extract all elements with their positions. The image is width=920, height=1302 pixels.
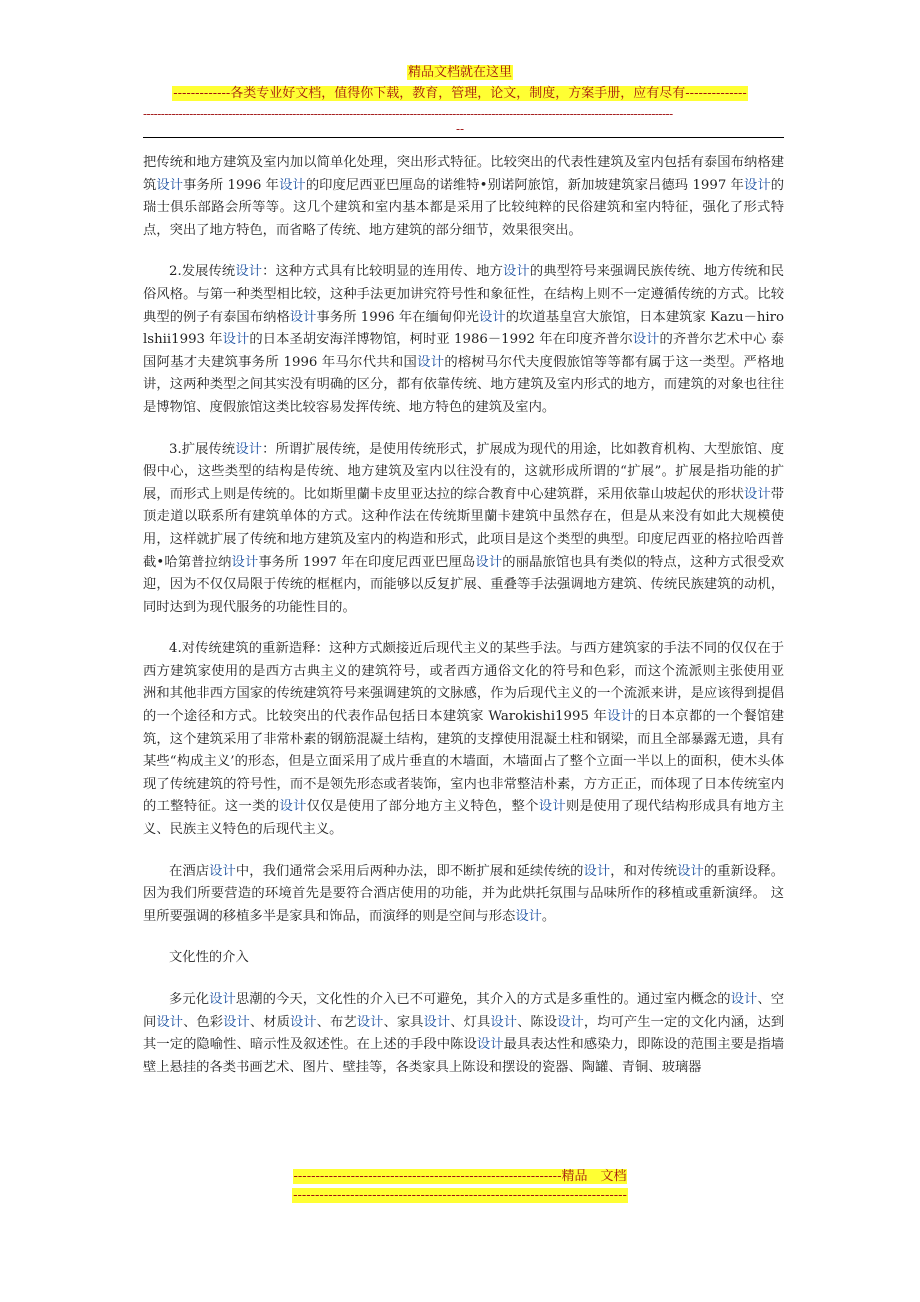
footer-line-2 xyxy=(0,1187,920,1205)
text-run: 、家具 xyxy=(383,1014,424,1030)
paragraph-3 xyxy=(143,439,784,620)
paragraph-2 xyxy=(143,261,784,419)
text-run: 带顶走道以联系所有建筑单体的方式。这种作法在传统斯里蘭卡建筑中虽然存在，但是从来没有如此大规模使用，这样就扩展了传统和地方建筑及室内的构造和形式，此项目是这个类型的典型。印度尼西亚的格拉哈西普截•哈第普拉纳 xyxy=(143,486,785,570)
text-run: 、陈设 xyxy=(517,1014,558,1030)
keyword-link[interactable]: 设计 xyxy=(223,1014,250,1030)
paragraph-7 xyxy=(143,989,784,1079)
keyword-link[interactable]: 设计 xyxy=(744,486,771,502)
text-run: 的日本圣胡安海洋博物馆，柯时亚 1986－1992 年在印度齐普尔 xyxy=(249,332,633,348)
text-run: ：这种方式具有比较明显的连用传、地方 xyxy=(262,264,504,280)
text-run: 4.对传统建筑的重新造释：这种方式颇接近后现代主义的某些手法。与西方建筑家的手法不同的仅仅在于西方建筑家使用的是西方古典主义的建筑符号，或者西方通俗文化的符号和色彩，而这个流派则主张使用亚 洲和其他非西方国家的传统建筑符号来强调建筑的文脉感，作为后现代主义的一个流派来讲，是应该得到提倡的一个途径和方式。比较突出的代表作品包括日本建筑家 Warokishi1995 年 xyxy=(143,641,784,725)
text-run: 的齐普尔艺术中心 泰国阿基才夫建筑事务所 1996 年马尔代共和国 xyxy=(143,332,784,370)
keyword-link[interactable]: 设计 xyxy=(583,863,611,879)
text-run: ，均可产生一定的文化内涵，达到其一定的隐喻性、暗示性及叙述性。在上述的手段中陈设 xyxy=(143,1014,785,1053)
paragraph-5 xyxy=(143,861,784,929)
footer-text-1: -------------------------------------------------------------精品 文档 xyxy=(293,1169,627,1184)
text-run: 。 xyxy=(541,908,556,924)
keyword-link[interactable]: 设计 xyxy=(423,1014,451,1030)
keyword-link[interactable]: 设计 xyxy=(515,908,542,924)
text-run: 、灯具 xyxy=(450,1014,491,1030)
header-rule xyxy=(143,137,784,138)
keyword-link[interactable]: 设计 xyxy=(557,1014,584,1030)
text-run: 把传统和地方建筑及室内加以简单化处理，突出形式特征。比较突出的代表性建筑及室内包括有泰国布纳格建筑 xyxy=(143,155,784,193)
paragraph-4 xyxy=(143,638,784,841)
text-run: ：所谓扩展传统，是使用传统形式，扩展成为现代的用途，比如教育机构、大型旅馆、度假中心，这些类型的结构是传统、地方建筑及室内以往没有的，这就形成所谓的“扩展”。扩展是指功能的扩展，而形式上则是传统的。比如斯里蘭卡皮里亚达拉的综合教育中心建筑群，采用依靠山坡起伏的形状 xyxy=(143,441,785,502)
text-run: 的坎道基皇宫大旅馆，日本建筑家 Kazu－hirolshii1993 年 xyxy=(143,309,785,348)
header-tagline-row xyxy=(0,85,920,103)
keyword-link[interactable]: 设计 xyxy=(289,1014,317,1030)
text-run: 的丽晶旅馆也具有类似的特点，这种方式很受欢迎，因为不仅仅局限于传统的框框内，而能够以反复扩展、重叠等手法强调地方建筑、传统民族建筑的动机，同时达到为现代服务的功能性目的。 xyxy=(143,554,785,615)
keyword-link[interactable]: 设计 xyxy=(231,554,259,570)
text-run: 文化性的介入 xyxy=(169,950,249,966)
header-title: 精品文档就在这里 xyxy=(407,65,512,80)
keyword-link[interactable]: 设计 xyxy=(538,799,567,815)
keyword-link[interactable]: 设计 xyxy=(730,992,758,1007)
text-run: 的瑞士俱乐部路会所等等。这几个建筑和室内基本都是采用了比较纯粹的民俗建筑和室内特征，强化了形式特点，突出了地方特色，而省略了传统、地方建筑的部分细节，效果很突出。 xyxy=(143,177,785,238)
keyword-link[interactable]: 设计 xyxy=(632,332,660,348)
header-tagline: -------------各类专业好文档，值得你下载，教育，管理，论文，制度，方案手册，应有尽有-------------- xyxy=(173,86,747,101)
keyword-link[interactable]: 设计 xyxy=(417,354,445,370)
text-run: 思潮的今天，文化性的介入已不可避免，其介入的方式是多重性的。通过室内概念的 xyxy=(235,992,731,1007)
text-run: 的榕树马尔代夫度假旅馆等等都有属于这一类型。严格地讲，这两种类型之间其实没有明确的区分，都有依靠传统、地方建筑及室内形式的地方，而建筑的对象也往往是博物馆、度假旅馆这类比较容易发挥传统、地方特色的建筑及室内。 xyxy=(143,354,785,415)
text-run: 则是使用了现代结构形成具有地方主义、民族主义特色的后现代主义。 xyxy=(143,799,785,838)
keyword-link[interactable]: 设计 xyxy=(478,309,506,325)
keyword-link[interactable]: 设计 xyxy=(475,554,503,570)
text-run: 、空间 xyxy=(143,992,785,1030)
document-body xyxy=(143,152,784,1079)
keyword-link[interactable]: 设计 xyxy=(235,264,263,280)
text-run: 的印度尼西亚巴厘岛的诺维特•别诺阿旅馆，新加坡建筑家吕德玛 1997 年 xyxy=(305,177,744,193)
paragraph-1 xyxy=(143,152,784,242)
keyword-link[interactable]: 设计 xyxy=(289,309,317,325)
keyword-link[interactable]: 设计 xyxy=(222,332,250,348)
header-title-row xyxy=(0,64,920,82)
keyword-link[interactable]: 设计 xyxy=(743,177,771,193)
header-dash-line: ----------------------------------------------------------------------------------------------------------------------------------------------------- xyxy=(143,107,673,121)
keyword-link[interactable]: 设计 xyxy=(279,177,306,193)
text-run: 多元化 xyxy=(169,992,210,1007)
text-run: 的日本京都的一个餐馆建筑，这个建筑采用了非常朴素的钢筋混凝土结构，建筑的支撑使用混凝土柱和钢梁，而且全部暴露无遗，具有某些“构成主义’的形态，但是立面采用了成片垂直的木墙面，木墙面占了整个立面一半以上的面积，使木头体现了传统建筑的符号性，而不是领先形态或者装饰，室内也非常整洁朴素，方方正正，而体现了日本传统室内的工整特征。这一类的 xyxy=(143,709,784,815)
text-run: 3.扩展传统 xyxy=(169,441,236,457)
keyword-link[interactable]: 设计 xyxy=(677,863,704,879)
header-dash-tail xyxy=(0,120,920,138)
keyword-link[interactable]: 设计 xyxy=(156,1014,184,1030)
footer-text-2: ---------------------------------------------------------------------------- xyxy=(293,1188,627,1203)
text-run: 2.发展传统 xyxy=(169,264,236,280)
text-run: ，和对传统 xyxy=(610,863,678,879)
text-run: 、色彩 xyxy=(183,1014,224,1030)
keyword-link[interactable]: 设计 xyxy=(476,1037,504,1053)
keyword-link[interactable]: 设计 xyxy=(279,799,307,815)
keyword-link[interactable]: 设计 xyxy=(209,992,236,1007)
text-run: 的典型符号来强调民族传统、地方传统和民俗风格。与第一种类型相比较，这种手法更加讲究符号性和象征性，在结构上则不一定遵循传统的方式。比较典型的例子有泰国布纳格 xyxy=(143,264,785,325)
text-run: 事务所 1996 年 xyxy=(183,177,280,193)
keyword-link[interactable]: 设计 xyxy=(209,863,236,879)
keyword-link[interactable]: 设计 xyxy=(356,1014,384,1030)
footer-line-1 xyxy=(0,1168,920,1186)
keyword-link[interactable]: 设计 xyxy=(235,441,263,457)
text-run: 最具表达性和感染力，即陈设的范围主要是指墙壁上悬挂的各类书画艺术、图片、壁挂等，各类家具上陈设和摆设的瓷器、陶罐、青铜、玻璃器 xyxy=(143,1037,785,1075)
text-run: 、材质 xyxy=(249,1014,290,1030)
paragraph-6 xyxy=(143,947,784,970)
keyword-link[interactable]: 设计 xyxy=(490,1014,518,1030)
keyword-link[interactable]: 设计 xyxy=(503,264,530,280)
keyword-link[interactable]: 设计 xyxy=(607,709,635,725)
text-run: 事务所 1997 年在印度尼西亚巴厘岛 xyxy=(258,554,476,570)
text-run: 、布艺 xyxy=(316,1014,357,1030)
keyword-link[interactable]: 设计 xyxy=(156,177,184,193)
text-run: 在酒店 xyxy=(169,863,210,879)
text-run: 仅仅是使用了部分地方主义特色，整个 xyxy=(306,799,539,815)
text-run: 中，我们通常会采用后两种办法，即不断扩展和延续传统的 xyxy=(235,863,584,879)
text-run: 的重新设释。因为我们所要营造的环境首先是要符合酒店使用的功能，并为此烘托氛围与品味所作的移植或重新演绎。 这里所要强调的移植多半是家具和饰品，而演绎的则是空间与形态 xyxy=(143,863,785,924)
header-dash-tail-text: -- xyxy=(455,122,465,136)
text-run: 事务所 1996 年在缅甸仰光 xyxy=(316,309,479,325)
